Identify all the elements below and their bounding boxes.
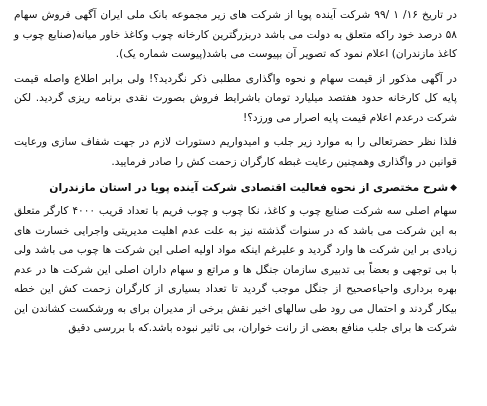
paragraph-request: فلذا نظر حضرتعالی را به موارد زیر جلب و امیدواریم دستورات لازم در جهت شفاف سازی ورعایت قوانین در واگذاری وهمچنین رعایت غبطه کارگران زحمت کش را صادر فرمایید.: [14, 136, 457, 168]
diamond-bullet-icon: ◆: [450, 182, 457, 193]
section-heading: [14, 178, 457, 198]
paragraph-company-overview: سهام اصلی سه شرکت صنایع چوب و کاغذ، نکا چوب و چوب فریم با تعداد قریب ۴۰۰۰ کارگر متعلق به این شرکت می باشد که در سنوات گذشته نیز به علت عدم اهلیت مدیریتی واجرایی خسارت های زیادی بر این شرکت ها وارد گردید و علیرغم اینکه مواد اولیه اصلی این شرکت ها چوب می باشد ولی با بی توجهی و بعضاً بی تدبیری سازمان جنگل ها و مراتع و سهام داران اصلی این شرکت ها در عدم بهره برداری واحیاءصحیح از جنگل موجب گردید تا تعداد بسیاری از کارگران زحمت کش این خطه بیکار گردند و احتمال می رود طی سالهای اخیر نقش برخی از مدیران برای به ورشکست کشاندن این شرکت ها برای جلب منافع بعضی از رانت خواران، بی تاثیر نبوده باشد.که با بررسی دقیق: [14, 205, 457, 334]
document-page: [0, 6, 487, 406]
paragraph-sale-announcement: در تاریخ ۱۶/ ۱ /۹۹ شرکت آینده پویا از شرکت های زیر مجموعه بانک ملی ایران آگهی فروش سهام ۵۸ درصد خود راکه متعلق به دولت می باشد دربزرگترین کارخانه چوب وکاغذ خاور میانه(صنایع چوب و کاغذ مازندران) اعلام نمود که تصویر آن بپیوست می باشد(پیوست شماره یک).: [14, 9, 458, 60]
paragraph-base-price: در آگهی مذکور از قیمت سهام و نحوه واگذاری مطلبی ذکر نگردید؟! ولی برابر اطلاع واصله قیمت پایه کل کارخانه حدود هفتصد میلیارد تومان باشرایط فروش بصورت نقدی برنامه ریزی گردید. لکن شرکت درعدم اعلام قیمت پایه اصرار می ورزد؟!: [14, 72, 457, 124]
section-heading-text: شرح مختصری از نحوه فعالیت اقتصادی شرکت آینده پویا در استان مازندران: [49, 181, 449, 194]
